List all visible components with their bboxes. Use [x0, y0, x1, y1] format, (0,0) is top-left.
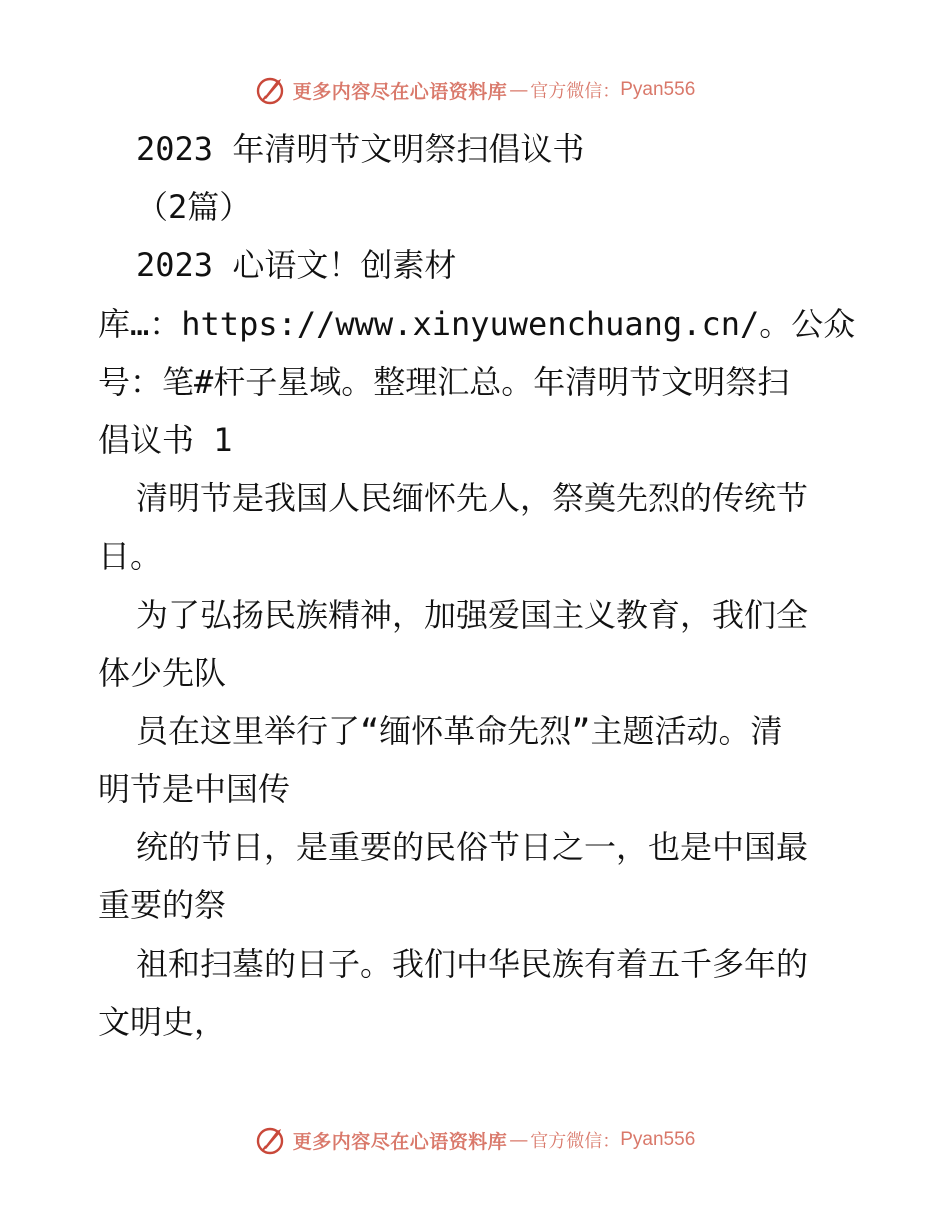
banner-wechat-id: Pyan556 [620, 1129, 696, 1150]
doc-line: 重要的祭 [98, 886, 227, 925]
doc-title: 2023 年清明节文明祭扫倡议书 [136, 130, 585, 168]
doc-line: 祖和扫墓的日子。我们中华民族有着五千多年的 [136, 944, 809, 983]
doc-line: 库…：https://www.xinyuwenchuang.cn/。公众 [98, 304, 856, 343]
doc-subtitle: （2篇） [136, 188, 252, 227]
doc-line: 明节是中国传 [98, 770, 291, 809]
footer-banner [0, 1120, 950, 1160]
banner-wechat-label: 官方微信： [530, 1131, 621, 1152]
doc-line: 为了弘扬民族精神，加强爱国主义教育，我们全 [136, 595, 809, 634]
doc-line: 文明史， [98, 1002, 227, 1041]
doc-line: 号：笔#杆子星域。整理汇总。年清明节文明祭扫 [98, 362, 790, 401]
doc-line: 统的节日，是重要的民俗节日之一，也是中国最 [136, 828, 809, 867]
doc-line: 倡议书 1 [98, 420, 233, 459]
document-body [98, 120, 858, 1051]
doc-line: 体少先队 [98, 653, 227, 692]
banner-wechat-id: Pyan556 [620, 79, 696, 100]
doc-line: 日。 [98, 537, 163, 576]
doc-line: 员在这里举行了“缅怀革命先烈”主题活动。清 [136, 711, 783, 750]
doc-line: 2023 心语文！创素材 [136, 246, 457, 285]
doc-line: 清明节是我国人民缅怀先人，祭奠先烈的传统节 [136, 479, 809, 518]
header-banner [0, 70, 950, 110]
banner-slogan: 更多内容尽在心语资料库 [292, 1130, 508, 1153]
banner-dash: — [509, 79, 529, 101]
banner-wechat-label: 官方微信： [530, 81, 621, 102]
quill-seal-icon [255, 1124, 287, 1156]
banner-slogan: 更多内容尽在心语资料库 [292, 80, 508, 103]
banner-dash: — [509, 1129, 529, 1151]
quill-seal-icon [255, 74, 287, 106]
